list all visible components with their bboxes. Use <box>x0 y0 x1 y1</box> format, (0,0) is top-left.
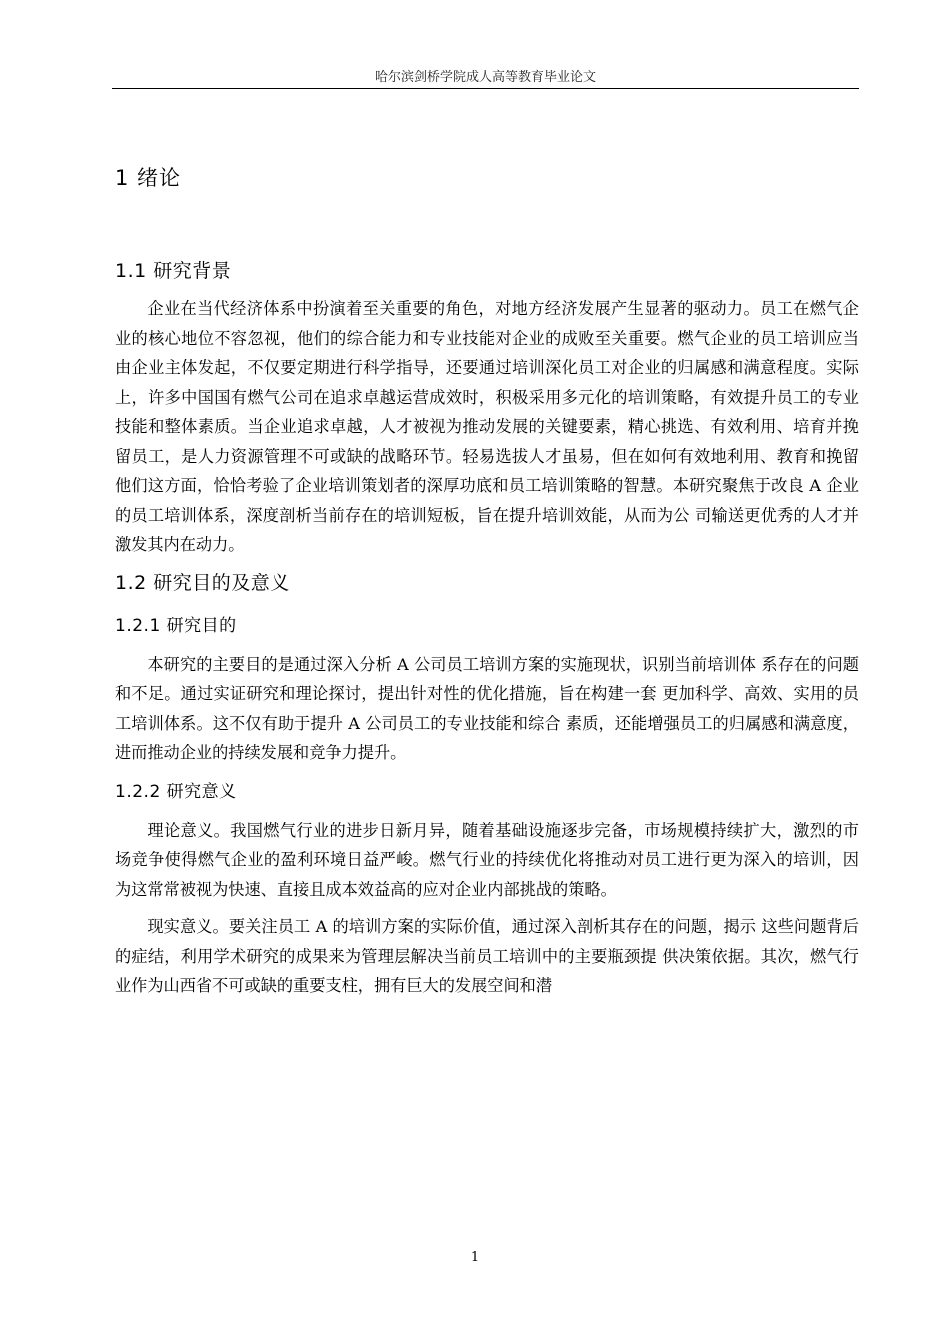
paragraph-research-purpose: 本研究的主要目的是通过深入分析 A 公司员工培训方案的实施现状，识别当前培训体 系存在的问题和不足。通过实证研究和理论探讨，提出针对性的优化措施，旨在构建一套 更加科学、高效、实用的员工培训体系。这不仅有助于提升 A 公司员工的专业技能和综合 素质，还能增强员工的归属感和满意度，进而推动企业的持续发展和竞争力提升。 <box>115 654 859 762</box>
section-title-1-2: 1.2 研究目的及意义 <box>115 571 290 594</box>
page-number: 1 <box>470 1250 480 1265</box>
section-title-1-1: 1.1 研究背景 <box>115 260 232 282</box>
page-body <box>115 160 859 1001</box>
chapter-title: 1 绪论 <box>115 166 182 190</box>
section-title-1-2-2: 1.2.2 研究意义 <box>115 781 237 802</box>
header-rule <box>112 88 859 89</box>
running-header: 哈尔滨剑桥学院成人高等教育毕业论文 <box>374 70 596 85</box>
paragraph-practical-significance: 现实意义。要关注员工 A 的培训方案的实际价值，通过深入剖析其存在的问题，揭示 这些问题背后的症结，利用学术研究的成果来为管理层解决当前员工培训中的主要瓶颈提 供决策依据。其次，燃气行业作为山西省不可或缺的重要支柱，拥有巨大的发展空间和潜 <box>115 917 859 995</box>
paragraph-research-background: 企业在当代经济体系中扮演着至关重要的角色，对地方经济发展产生显著的驱动力。员工在燃气企业的核心地位不容忽视，他们的综合能力和专业技能对企业的成败至关重要。燃气企业的员工培训应当由企业主体发起，不仅要定期进行科学指导，还要通过培训深化员工对企业的归属感和满意程度。实际上，许多中国国有燃气公司在追求卓越运营成效时，积极采用多元化的培训策略，有效提升员工的专业技能和整体素质。当企业追求卓越，人才被视为推动发展的关键要素，精心挑选、有效利用、培育并挽留员工，是人力资源管理不可或缺的战略环节。轻易选拔人才虽易，但在如何有效地利用、教育和挽留他们这方面，恰恰考验了企业培训策划者的深厚功底和员工培训策略的智慧。本研究聚焦于改良 A 企业的员工培训体系，深度剖析当前存在的培训短板，旨在提升培训效能，从而为公 司输送更优秀的人才并激发其内在动力。 <box>115 299 859 554</box>
paragraph-theoretical-significance: 理论意义。我国燃气行业的进步日新月异，随着基础设施逐步完备，市场规模持续扩大，激烈的市场竞争使得燃气企业的盈利环境日益严峻。燃气行业的持续优化将推动对员工进行更为深入的培训，因为这常常被视为快速、直接且成本效益高的应对企业内部挑战的策略。 <box>115 820 859 899</box>
section-title-1-2-1: 1.2.1 研究目的 <box>115 615 237 636</box>
